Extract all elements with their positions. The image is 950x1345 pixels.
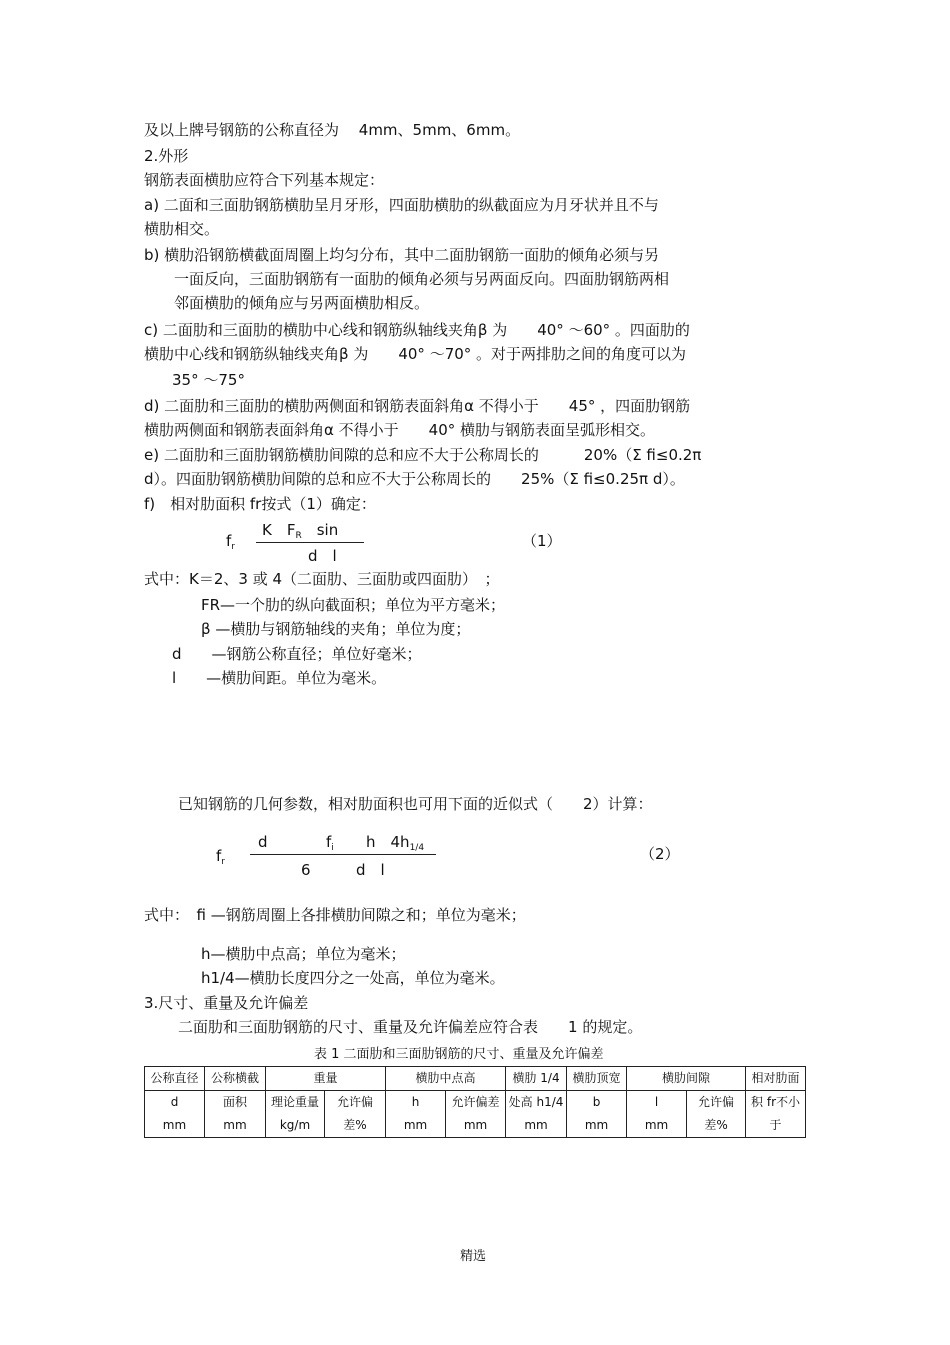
- table-cell: mm: [205, 1114, 266, 1138]
- table-cell: 面积: [205, 1091, 266, 1115]
- text-line: 二面肋和三面肋钢筋的尺寸、重量及允许偏差应符合表 1 的规定。: [178, 1018, 643, 1036]
- text-line: b) 横肋沿钢筋横截面周圈上均匀分布，其中二面肋钢筋一面肋的倾角必须与另: [144, 246, 660, 264]
- table-cell: 处高 h1/4: [506, 1091, 567, 1115]
- table-cell: 允许偏差: [446, 1091, 506, 1115]
- table-caption: 表 1 二面肋和三面肋钢筋的尺寸、重量及允许偏差: [314, 1047, 604, 1062]
- table-cell: 横肋中点高: [386, 1067, 506, 1091]
- formula2-fraction-bar: [250, 854, 436, 855]
- table-cell: 横肋顶宽: [567, 1067, 627, 1091]
- text-line: 式中： fi —钢筋周圈上各排横肋间隙之和；单位为毫米；: [144, 906, 526, 924]
- table-cell: 重量: [266, 1067, 386, 1091]
- formula1-lhs: $f_r$: [226, 532, 235, 552]
- table-cell: 相对肋面: [746, 1067, 806, 1091]
- formula1-number: （1）: [522, 532, 562, 550]
- formula1-numerator: K $F_R$ sin: [262, 521, 339, 541]
- table-cell: 公称横截: [205, 1067, 266, 1091]
- text-line: 35° ～75°: [172, 371, 245, 389]
- text-line: 式中：K＝2、3 或 4（二面肋、三面肋或四面肋） ；: [144, 570, 500, 588]
- table-cell: mm: [446, 1114, 506, 1138]
- formula2-denominator-dl: d l: [356, 861, 385, 879]
- text-line: c) 二面肋和三面肋的横肋中心线和钢筋纵轴线夹角β 为 40° ～60° 。四面肋的: [144, 321, 690, 339]
- formula2-numerator-d: d: [258, 833, 268, 851]
- formula1-denominator: d l: [308, 547, 337, 565]
- text-line: a) 二面和三面肋钢筋横肋呈月牙形，四面肋横肋的纵截面应为月牙状并且不与: [144, 196, 659, 214]
- formula2-numerator-h: h $4h_{1/4}$: [366, 833, 425, 853]
- text-line: h—横肋中点高；单位为毫米；: [201, 945, 406, 963]
- table-cell: 允许偏: [325, 1091, 386, 1115]
- text-line: e) 二面肋和三面肋钢筋横肋间隙的总和应不大于公称周长的 20%（Σ fi≤0.2π: [144, 446, 702, 464]
- table-cell: 差%: [325, 1114, 386, 1138]
- table-cell: 允许偏: [687, 1091, 746, 1115]
- text-line: f) 相对肋面积 fr按式（1）确定：: [144, 495, 376, 513]
- spec-table: [144, 1066, 806, 1138]
- text-line: 钢筋表面横肋应符合下列基本规定：: [144, 171, 385, 189]
- text-line: l —横肋间距。单位为毫米。: [172, 669, 387, 687]
- table-cell: l: [627, 1091, 687, 1115]
- text-line: 横肋中心线和钢筋纵轴线夹角β 为 40° ～70° 。对于两排肋之间的角度可以为: [144, 345, 687, 363]
- text-line: FR—一个肋的纵向截面积；单位为平方毫米；: [201, 596, 506, 614]
- formula2-numerator-fi: $f_i$: [326, 833, 334, 853]
- table-cell: 于: [746, 1114, 806, 1138]
- text-line: 及以上牌号钢筋的公称直径为 4mm、5mm、6mm。: [144, 121, 521, 139]
- table-cell: 积 fr不小: [746, 1091, 806, 1115]
- section-heading-size: 3.尺寸、重量及允许偏差: [144, 994, 309, 1012]
- table-cell: h: [386, 1091, 446, 1115]
- section-heading-shape: 2.外形: [144, 147, 189, 165]
- formula1-fraction-bar: [256, 542, 364, 543]
- table-cell: d: [145, 1091, 205, 1115]
- formula2-number: （2）: [640, 845, 680, 863]
- text-line: 已知钢筋的几何参数，相对肋面积也可用下面的近似式（ 2）计算：: [178, 795, 653, 813]
- table-cell: 公称直径: [145, 1067, 205, 1091]
- table-header-row: [145, 1091, 806, 1115]
- formula2-lhs: $f_r$: [216, 847, 225, 867]
- table-cell: 横肋 1/4: [506, 1067, 567, 1091]
- table-cell: mm: [386, 1114, 446, 1138]
- table-cell: mm: [145, 1114, 205, 1138]
- table-cell: mm: [506, 1114, 567, 1138]
- table-cell: 横肋间隙: [627, 1067, 746, 1091]
- table-cell: kg/m: [266, 1114, 325, 1138]
- table-cell: 理论重量: [266, 1091, 325, 1115]
- table-cell: b: [567, 1091, 627, 1115]
- text-line: d）。四面肋钢筋横肋间隙的总和应不大于公称周长的 25%（Σ fi≤0.25π d）。: [144, 470, 685, 488]
- text-line: d —钢筋公称直径；单位好毫米；: [172, 645, 422, 663]
- text-line: 一面反向，三面肋钢筋有一面肋的倾角必须与另两面反向。四面肋钢筋两相: [174, 270, 670, 288]
- page-footer: 精选: [460, 1249, 487, 1264]
- table-cell: mm: [627, 1114, 687, 1138]
- text-line: h1/4—横肋长度四分之一处高，单位为毫米。: [201, 969, 505, 987]
- formula2-denominator-6: 6: [301, 861, 311, 879]
- text-line: 邻面横肋的倾角应与另两面横肋相反。: [174, 294, 430, 312]
- text-line: 横肋两侧面和钢筋表面斜角α 不得小于 40° 横肋与钢筋表面呈弧形相交。: [144, 421, 656, 439]
- table-cell: mm: [567, 1114, 627, 1138]
- text-line: d) 二面肋和三面肋的横肋两侧面和钢筋表面斜角α 不得小于 45° ，四面肋钢筋: [144, 397, 691, 415]
- table-header-row: [145, 1114, 806, 1138]
- table-cell: 差%: [687, 1114, 746, 1138]
- table-header-row: [145, 1067, 806, 1091]
- text-line: β —横肋与钢筋轴线的夹角；单位为度；: [201, 620, 471, 638]
- text-line: 横肋相交。: [144, 220, 220, 238]
